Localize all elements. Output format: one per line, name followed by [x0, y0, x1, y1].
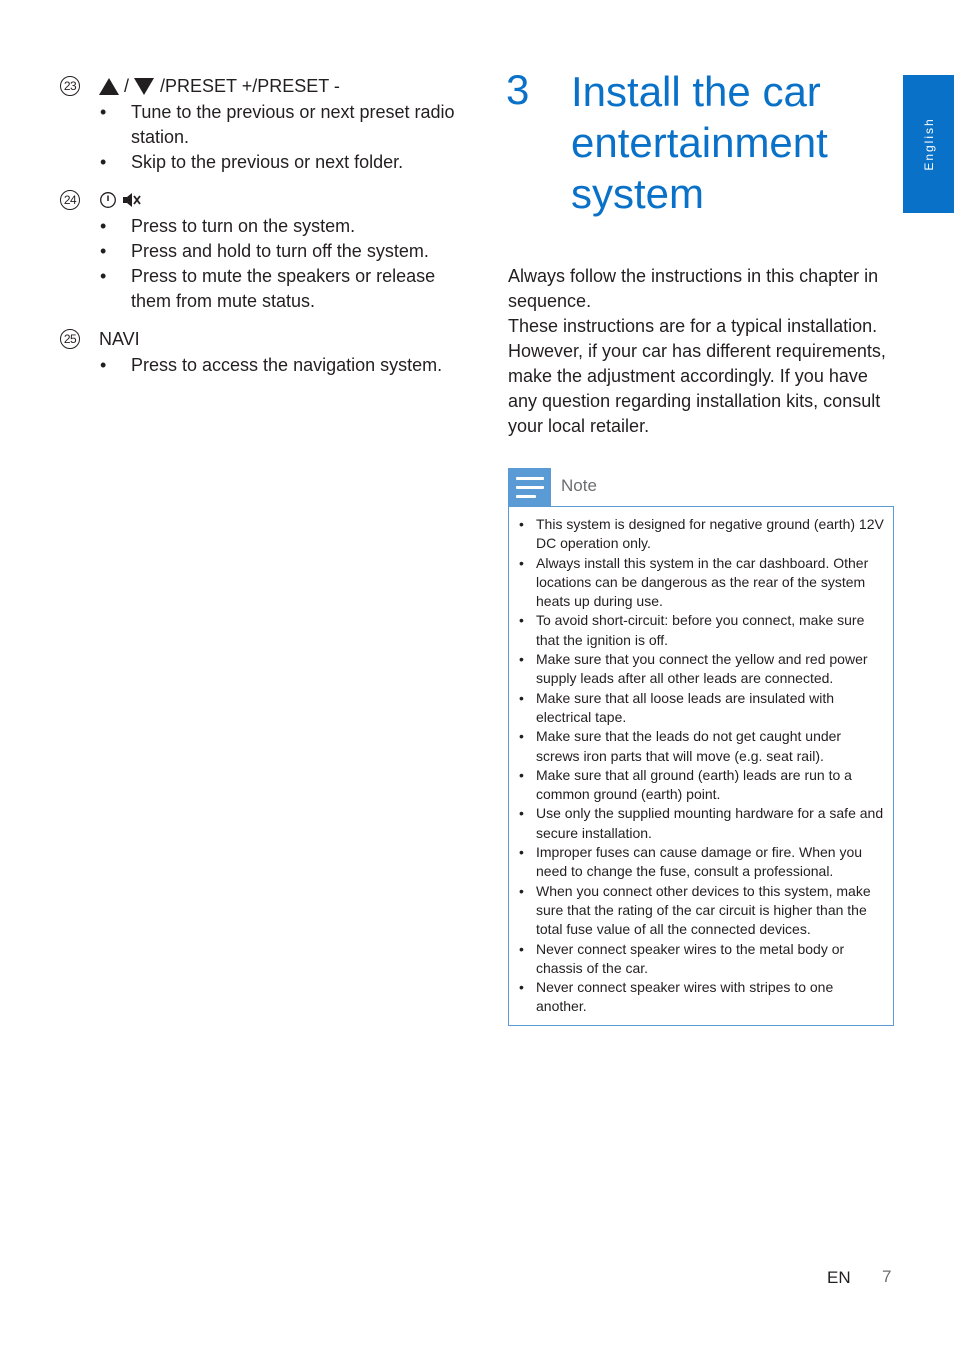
note-item: • Make sure that all ground (earth) leads are run to a common ground (earth) point. — [536, 766, 885, 805]
item-25-bullets — [60, 353, 460, 378]
power-icon — [99, 191, 117, 209]
note-icon — [508, 468, 551, 506]
note-item: • Improper fuses can cause damage or fire. When you need to change the fuse, consult a professional. — [536, 843, 885, 882]
footer-language: EN — [827, 1268, 851, 1287]
note-item: • Make sure that you connect the yellow and red power supply leads after all other leads are connected. — [536, 650, 885, 689]
list-item: • Press to access the navigation system. — [100, 353, 460, 378]
item-label: /PRESET +/PRESET - — [160, 75, 340, 96]
note-item: • When you connect other devices to this system, make sure that the rating of the car circuit is higher than the total fuse value of all the connected devices. — [536, 882, 885, 940]
note-item: • This system is designed for negative ground (earth) 12V DC operation only. — [536, 515, 885, 554]
note-item: • Never connect speaker wires to the metal body or chassis of the car. — [536, 940, 885, 979]
intro-paragraph: Always follow the instructions in this chapter in sequence. — [508, 266, 879, 311]
item-number: 24 — [60, 190, 80, 210]
item-24-bullets — [60, 214, 460, 314]
item-25 — [60, 325, 460, 378]
item-number: 23 — [60, 76, 80, 96]
triangle-up-icon — [99, 78, 119, 95]
note-item: • Make sure that all loose leads are insulated with electrical tape. — [536, 689, 885, 728]
item-number: 25 — [60, 329, 80, 349]
note-item: • Never connect speaker wires with stripes to one another. — [536, 978, 885, 1017]
note-label: Note — [561, 476, 597, 495]
list-item: • Press to mute the speakers or release them from mute status. — [100, 264, 460, 314]
chapter-title: Install the car entertainment system — [571, 68, 828, 217]
note-item: • To avoid short-circuit: before you connect, make sure that the ignition is off. — [536, 611, 885, 650]
language-tab — [903, 75, 954, 213]
note-item: • Always install this system in the car dashboard. Other locations can be dangerous as the rear of the system heats up during use. — [536, 554, 885, 612]
note-item: • Use only the supplied mounting hardware for a safe and secure installation. — [536, 804, 885, 843]
list-item: • Tune to the previous or next preset radio station. — [100, 100, 460, 150]
language-tab-label: English — [921, 117, 936, 171]
item-23-bullets — [60, 100, 460, 175]
intro-paragraph: These instructions are for a typical installation. However, if your car has different requirements, make the adjustment accordingly. If you have any question regarding installation kits, consult your local retailer. — [508, 316, 886, 436]
page-number: 7 — [882, 1267, 892, 1286]
intro-text — [508, 264, 898, 439]
separator: / — [124, 75, 130, 96]
note-item: • Make sure that the leads do not get caught under screws iron parts that will move (e.g. seat rail). — [536, 727, 885, 766]
button-descriptions — [60, 72, 460, 389]
list-item: • Skip to the previous or next folder. — [100, 150, 460, 175]
note-list — [509, 507, 893, 1017]
item-24 — [60, 186, 460, 314]
triangle-down-icon — [134, 78, 154, 95]
mute-icon — [121, 191, 141, 209]
item-label: NAVI — [99, 328, 140, 349]
note-box — [508, 506, 894, 1026]
list-item: • Press to turn on the system. — [100, 214, 460, 239]
list-item: • Press and hold to turn off the system. — [100, 239, 460, 264]
item-23 — [60, 72, 460, 175]
chapter-number: 3 — [506, 66, 530, 113]
